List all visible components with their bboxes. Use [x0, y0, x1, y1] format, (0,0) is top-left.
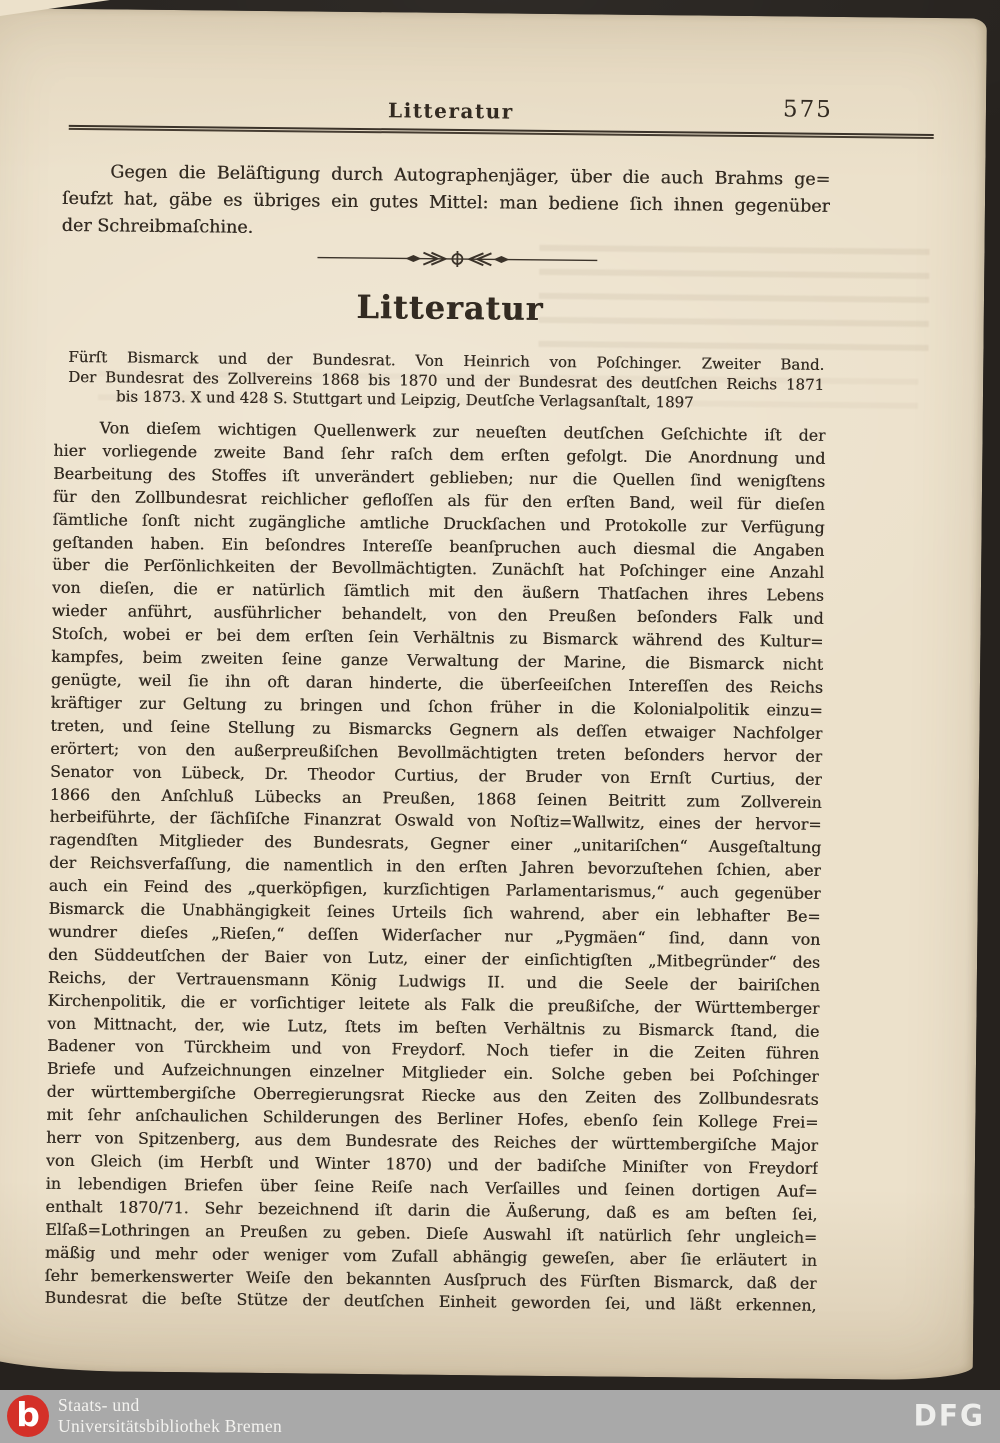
text-line: herr von Spitzenberg, aus dem Bundesrate des Reiches der württembergiſche Major	[46, 1127, 819, 1155]
text-line: Senator von Lübeck, Dr. Theodor Curtius, der Bruder von Ernſt Curtius, der	[49, 761, 823, 789]
text-line: wundrer dieſes „Rieſen,“ deſſen Widerſacher nur „Pygmäen“ ſind, dann von	[48, 921, 821, 949]
book-page	[0, 8, 987, 1380]
text-line: ſämtliche ſonſt nicht zugängliche amtliche Druckſachen und Protokolle zur Verfügung	[52, 509, 825, 537]
section-title: Litteratur	[356, 287, 544, 328]
text-line: Gegen die Beläſtigung durch Autographenjäger, über die auch Brahms ge=	[110, 162, 831, 190]
intro-paragraph	[62, 159, 831, 248]
text-line: der Schreibmaſchine.	[61, 215, 254, 238]
text-line: der württembergiſche Oberregierungsrat Riecke aus den Zeiten des Zollbundesrats	[46, 1082, 819, 1110]
header-double-rule	[69, 125, 934, 139]
text-line: Der Bundesrat des Zollvereins 1868 bis 1870 und der Bundesrat des deutſchen Reichs 1871	[68, 367, 825, 394]
text-line: Kirchenpolitik, die er vorſichtiger leitete als Falk die preußiſche, der Württemberger	[47, 990, 820, 1018]
text-line: über die Perſönlichkeiten der Bevollmächtigten. Zunächſt hat Poſchinger eine Anzahl	[52, 555, 825, 583]
running-title: Litteratur	[387, 98, 514, 124]
text-line: geſtanden haben. Ein beſondres Intereſſe beanſpruchen auch diesmal die Angaben	[52, 532, 825, 560]
text-line: hier vorliegende zweite Band ſehr raſch dem erſten gefolgt. Die Anordnung und	[53, 440, 826, 468]
text-line: herbeiführte, der ſächſiſche Finanzrat Oswald von Noſtiz=Wallwitz, eines der hervor=	[49, 807, 822, 835]
page-number: 575	[782, 96, 834, 123]
text-line: mäßig und mehr oder weniger vom Zufall abhängig geweſen, aber ſie erläutert in	[44, 1242, 818, 1270]
text-line: Fürſt Bismarck und der Bundesrat. Von Heinrich von Poſchinger. Zweiter Band.	[68, 347, 825, 374]
text-line: Bismarck die Unabhängigkeit ſeines Urteils ſich wahrend, aber ein lebhafter Be=	[48, 898, 821, 926]
text-line: wieder anführt, ausführlicher behandelt, von den Preußen beſonders Falk und	[51, 601, 824, 629]
text-line: enthalt 1870/71. Sehr bezeichnend iſt darin die Äußerung, daß es am beſten ſei,	[45, 1196, 818, 1224]
text-line: den Süddeutſchen der Baier von Lutz, einer der einſichtigſten „Mitbegründer“ des	[47, 944, 821, 972]
text-line: der Reichsverfaſſung, die namentlich in den erſten Jahren bevorzuſtehen ſchien, aber	[48, 852, 822, 881]
text-line: von Gleich (im Herbſt und Winter 1870) und der badiſche Miniſter von Freydorf	[45, 1150, 818, 1178]
text-line: treten, und ſeine Stellung zu Bismarcks Gegnern als deſſen etwaiger Nachfolger	[50, 715, 823, 743]
text-line: Reichs, der Vertrauensmann König Ludwigs II. und die Seele der bairiſchen	[47, 967, 820, 995]
text-line: kräftiger zur Geltung zu bringen und ſchon früher in die Kolonialpolitik einzu=	[50, 692, 823, 720]
section-divider-ornament-icon	[317, 248, 597, 271]
text-line: bis 1873. X und 428 S. Stuttgart und Leipzig, Deutſche Verlagsanſtalt, 1897	[115, 387, 694, 412]
library-logo-icon	[7, 1395, 49, 1437]
bibliography-entry	[68, 348, 825, 414]
text-line: auch ein Feind des „querköpfigen, kurzſichtigen Parlamentarismus,“ auch gegenüber	[48, 875, 821, 903]
text-line: von Mittnacht, der, wie Lutz, ſtets im beſten Verhältnis zu Bismarck ſtand, die	[47, 1013, 820, 1041]
text-line: ragendſten Mitglieder des Bundesrats, Gegner einer „unitariſchen“ Ausgeſtaltung	[49, 830, 822, 858]
library-name	[58, 1395, 282, 1437]
dfg-logo: DFG	[913, 1398, 985, 1433]
text-line: erörtert; von den außerpreußiſchen Bevollmächtigten treten beſonders hervor der	[50, 738, 823, 766]
text-line: ſehr bemerkenswerter Weiſe den bekannten Ausſpruch des Fürſten Bismarck, daß der	[44, 1265, 817, 1293]
text-line: ſeufzt hat, gäbe es übriges ein gutes Mittel: man bediene ſich ihnen gegenüber	[61, 188, 831, 217]
text-line: in lebendigen Briefen über ſeine Reiſe nach Verſailles und ſeinen dortigen Auf=	[45, 1173, 818, 1201]
library-logo-letter: b	[16, 1395, 40, 1434]
text-line: genügte, weil ſie ihn oft daran hinderte, die überſeeiſchen Intereſſen des Reichs	[50, 669, 824, 697]
review-body-paragraph	[44, 417, 825, 1318]
text-line: Badener von Türckheim und von Freydorf. Noch tiefer in die Zeiten führen	[47, 1036, 820, 1064]
text-line: 1866 den Anſchluß Lübecks an Preußen, 1868 ſeinen Beitritt zum Zollverein	[49, 784, 822, 812]
library-footer-bar	[0, 1390, 1000, 1443]
text-line: Bearbeitung des Stoffes iſt unverändert geblieben; nur die Quellen ſind wenigſtens	[53, 463, 826, 491]
text-line: für den Zollbundesrat reichlicher gefloſſen als für den erſten Band, weil für dieſen	[52, 486, 825, 514]
text-line: mit ſehr anſchaulichen Schilderungen des Berliner Hofes, ebenſo ſein Kollege Frei=	[46, 1104, 819, 1133]
library-name-line2: Universitätsbibliothek Bremen	[58, 1416, 283, 1436]
text-line: von dieſen, die er natürlich ſämtlich mit den äußern Thatſachen ihres Lebens	[51, 578, 824, 606]
text-line: kampfes, beim zweiten ſeine ganze Verwaltung der Marine, die Bismarck nicht	[51, 646, 824, 674]
text-line: Bundesrat die beſte Stütze der deutſchen Einheit geworden ſei, und läßt erkennen,	[44, 1288, 817, 1316]
text-line: Stoſch, wobei er bei dem erſten ſein Verhältnis zu Bismarck während des Kultur=	[51, 623, 824, 652]
library-name-line1: Staats- und	[58, 1395, 140, 1415]
text-line: Von dieſem wichtigen Quellenwerk zur neueſten deutſchen Geſchichte iſt der	[99, 418, 826, 445]
text-line: Elſaß=Lothringen an Preußen zu geben. Dieſe Auswahl iſt natürlich ſehr ungleich=	[45, 1219, 818, 1247]
text-line: Briefe und Aufzeichnungen einzelner Mitglieder ein. Solche geben bei Poſchinger	[46, 1059, 819, 1087]
